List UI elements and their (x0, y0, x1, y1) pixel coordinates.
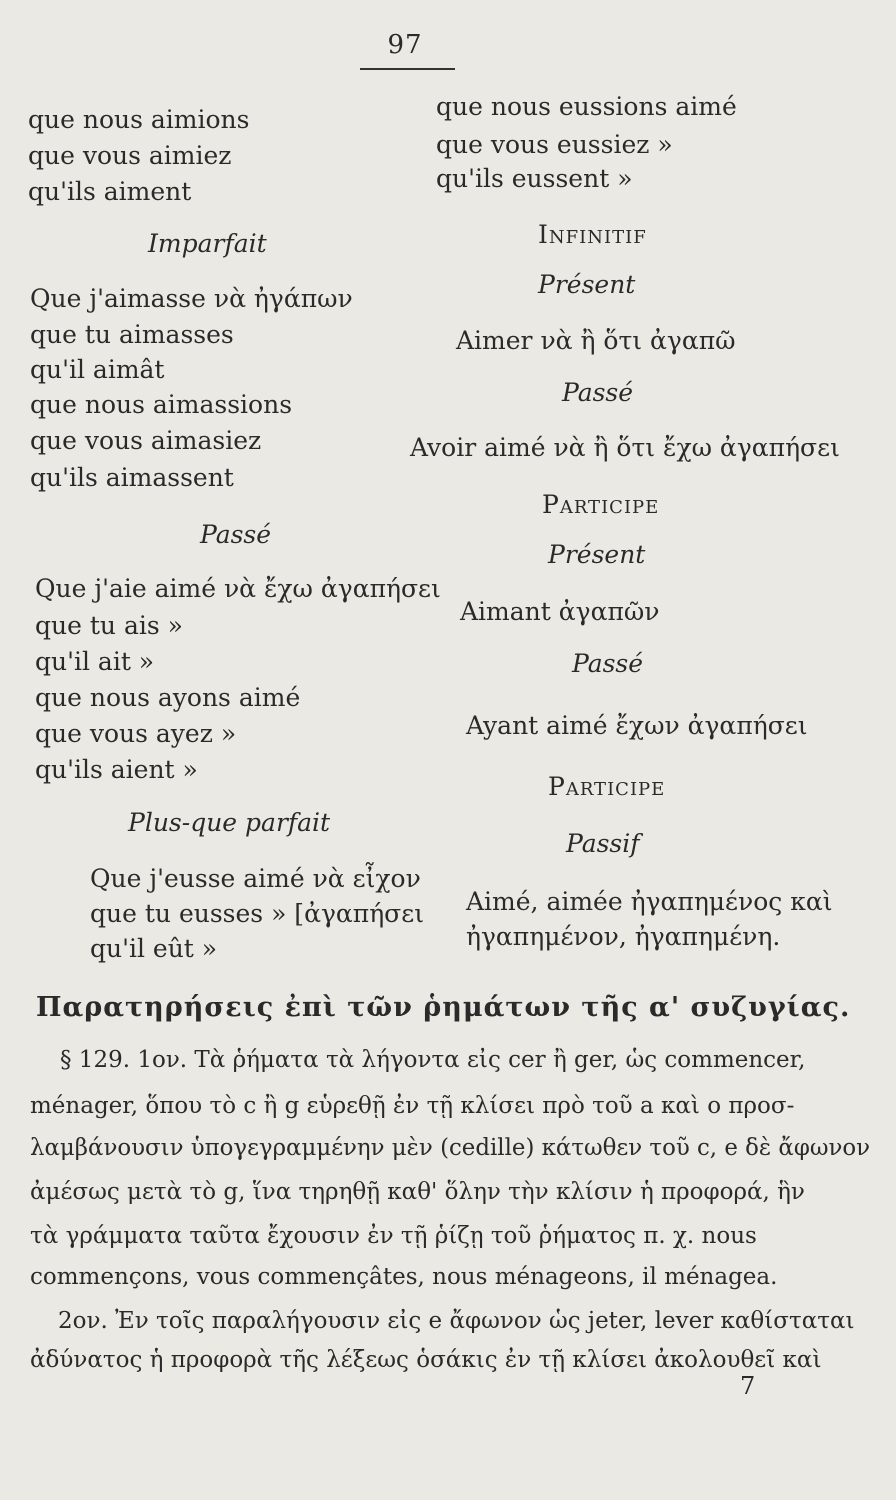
paragraph-line: 2ον. Ἐν τοῖς παραλήγουσιν εἰς e ἄφωνον ὡς jeter, lever καθίσταται (58, 1308, 855, 1334)
mood-heading: Participe (542, 490, 660, 519)
left-line: que tu eusses » [ἀγαπήσει (90, 899, 424, 928)
mood-heading: Participe (548, 772, 666, 801)
right-line: que vous eussiez » (436, 130, 673, 159)
section-heading: Παρατηρήσεις ἐπὶ τῶν ῥημάτων τῆς α' συζυγίας. (36, 992, 851, 1023)
page-number: 97 (387, 30, 423, 60)
left-line: que vous aimasiez (30, 426, 262, 455)
left-line: que vous aimiez (28, 141, 232, 170)
right-line: Ayant aimé ἔχων ἀγαπήσει (466, 711, 808, 740)
paragraph-line: ménager, ὅπου τὸ c ἢ g εὑρεθῇ ἐν τῇ κλίσει πρὸ τοῦ a καὶ o προσ- (30, 1093, 795, 1119)
signature-mark: 7 (740, 1372, 756, 1400)
left-line: Que j'aie aimé νὰ ἔχω ἀγαπήσει (35, 574, 441, 603)
left-line: que nous aimions (28, 105, 250, 134)
right-line: qu'ils eussent » (436, 164, 633, 193)
left-line: qu'ils aient » (35, 755, 198, 784)
left-line: qu'ils aiment (28, 177, 192, 206)
left-line: que vous ayez » (35, 719, 237, 748)
paragraph-line: § 129. 1ον. Τὰ ῥήματα τὰ λήγοντα εἰς cer ἢ ger, ὡς commencer, (60, 1047, 806, 1073)
left-line: Que j'eusse aimé νὰ εἶχον (90, 864, 421, 893)
left-line: Que j'aimasse νὰ ἠγάπων (30, 284, 353, 313)
tense-heading: Passé (572, 649, 644, 678)
right-line: que nous eussions aimé (436, 92, 737, 121)
tense-heading: Présent (538, 270, 636, 299)
left-line: qu'il aimât (30, 355, 165, 384)
left-line: qu'il eût » (90, 934, 218, 963)
tense-heading: Présent (548, 540, 646, 569)
left-line: qu'ils aimassent (30, 463, 234, 492)
paragraph-line: commençons, vous commençâtes, nous ménageons, il ménagea. (30, 1264, 778, 1290)
paragraph-line: ἀμέσως μετὰ τὸ g, ἵνα τηρηθῇ καθ' ὅλην τὴν κλίσιν ἡ προφορά, ἣν (30, 1179, 805, 1205)
left-line: que nous ayons aimé (35, 683, 301, 712)
paragraph-line: ἀδύνατος ἡ προφορὰ τῆς λέξεως ὁσάκις ἐν τῇ κλίσει ἀκολουθεῖ καὶ (30, 1347, 822, 1373)
tense-heading: Passé (562, 378, 634, 407)
left-line: que tu ais » (35, 611, 183, 640)
right-line: Aimant ἀγαπῶν (460, 597, 660, 626)
left-line: qu'il ait » (35, 647, 155, 676)
page-number-rule (360, 68, 455, 70)
left-line: que nous aimassions (30, 390, 293, 419)
left-line: que tu aimasses (30, 320, 234, 349)
tense-heading: Plus-que parfait (128, 808, 331, 837)
right-line: Avoir aimé νὰ ἢ ὅτι ἔχω ἀγαπήσει (410, 433, 840, 462)
tense-heading: Passé (200, 520, 272, 549)
paragraph-line: τὰ γράμματα ταῦτα ἔχουσιν ἐν τῇ ῥίζῃ τοῦ ῥήματος π. χ. nous (30, 1223, 757, 1249)
right-line: Aimé, aimée ἠγαπημένος καὶ (466, 887, 833, 916)
mood-heading: Infinitif (538, 220, 647, 249)
right-line: Aimer νὰ ἢ ὅτι ἀγαπῶ (456, 326, 736, 355)
tense-heading: Passif (566, 829, 640, 858)
tense-heading: Imparfait (148, 229, 267, 258)
right-line: ἠγαπημένον, ἠγαπημένη. (466, 922, 781, 951)
paragraph-line: λαμβάνουσιν ὑπογεγραμμένην μὲν (cedille) κάτωθεν τοῦ c, e δὲ ἄφωνον (30, 1135, 871, 1161)
